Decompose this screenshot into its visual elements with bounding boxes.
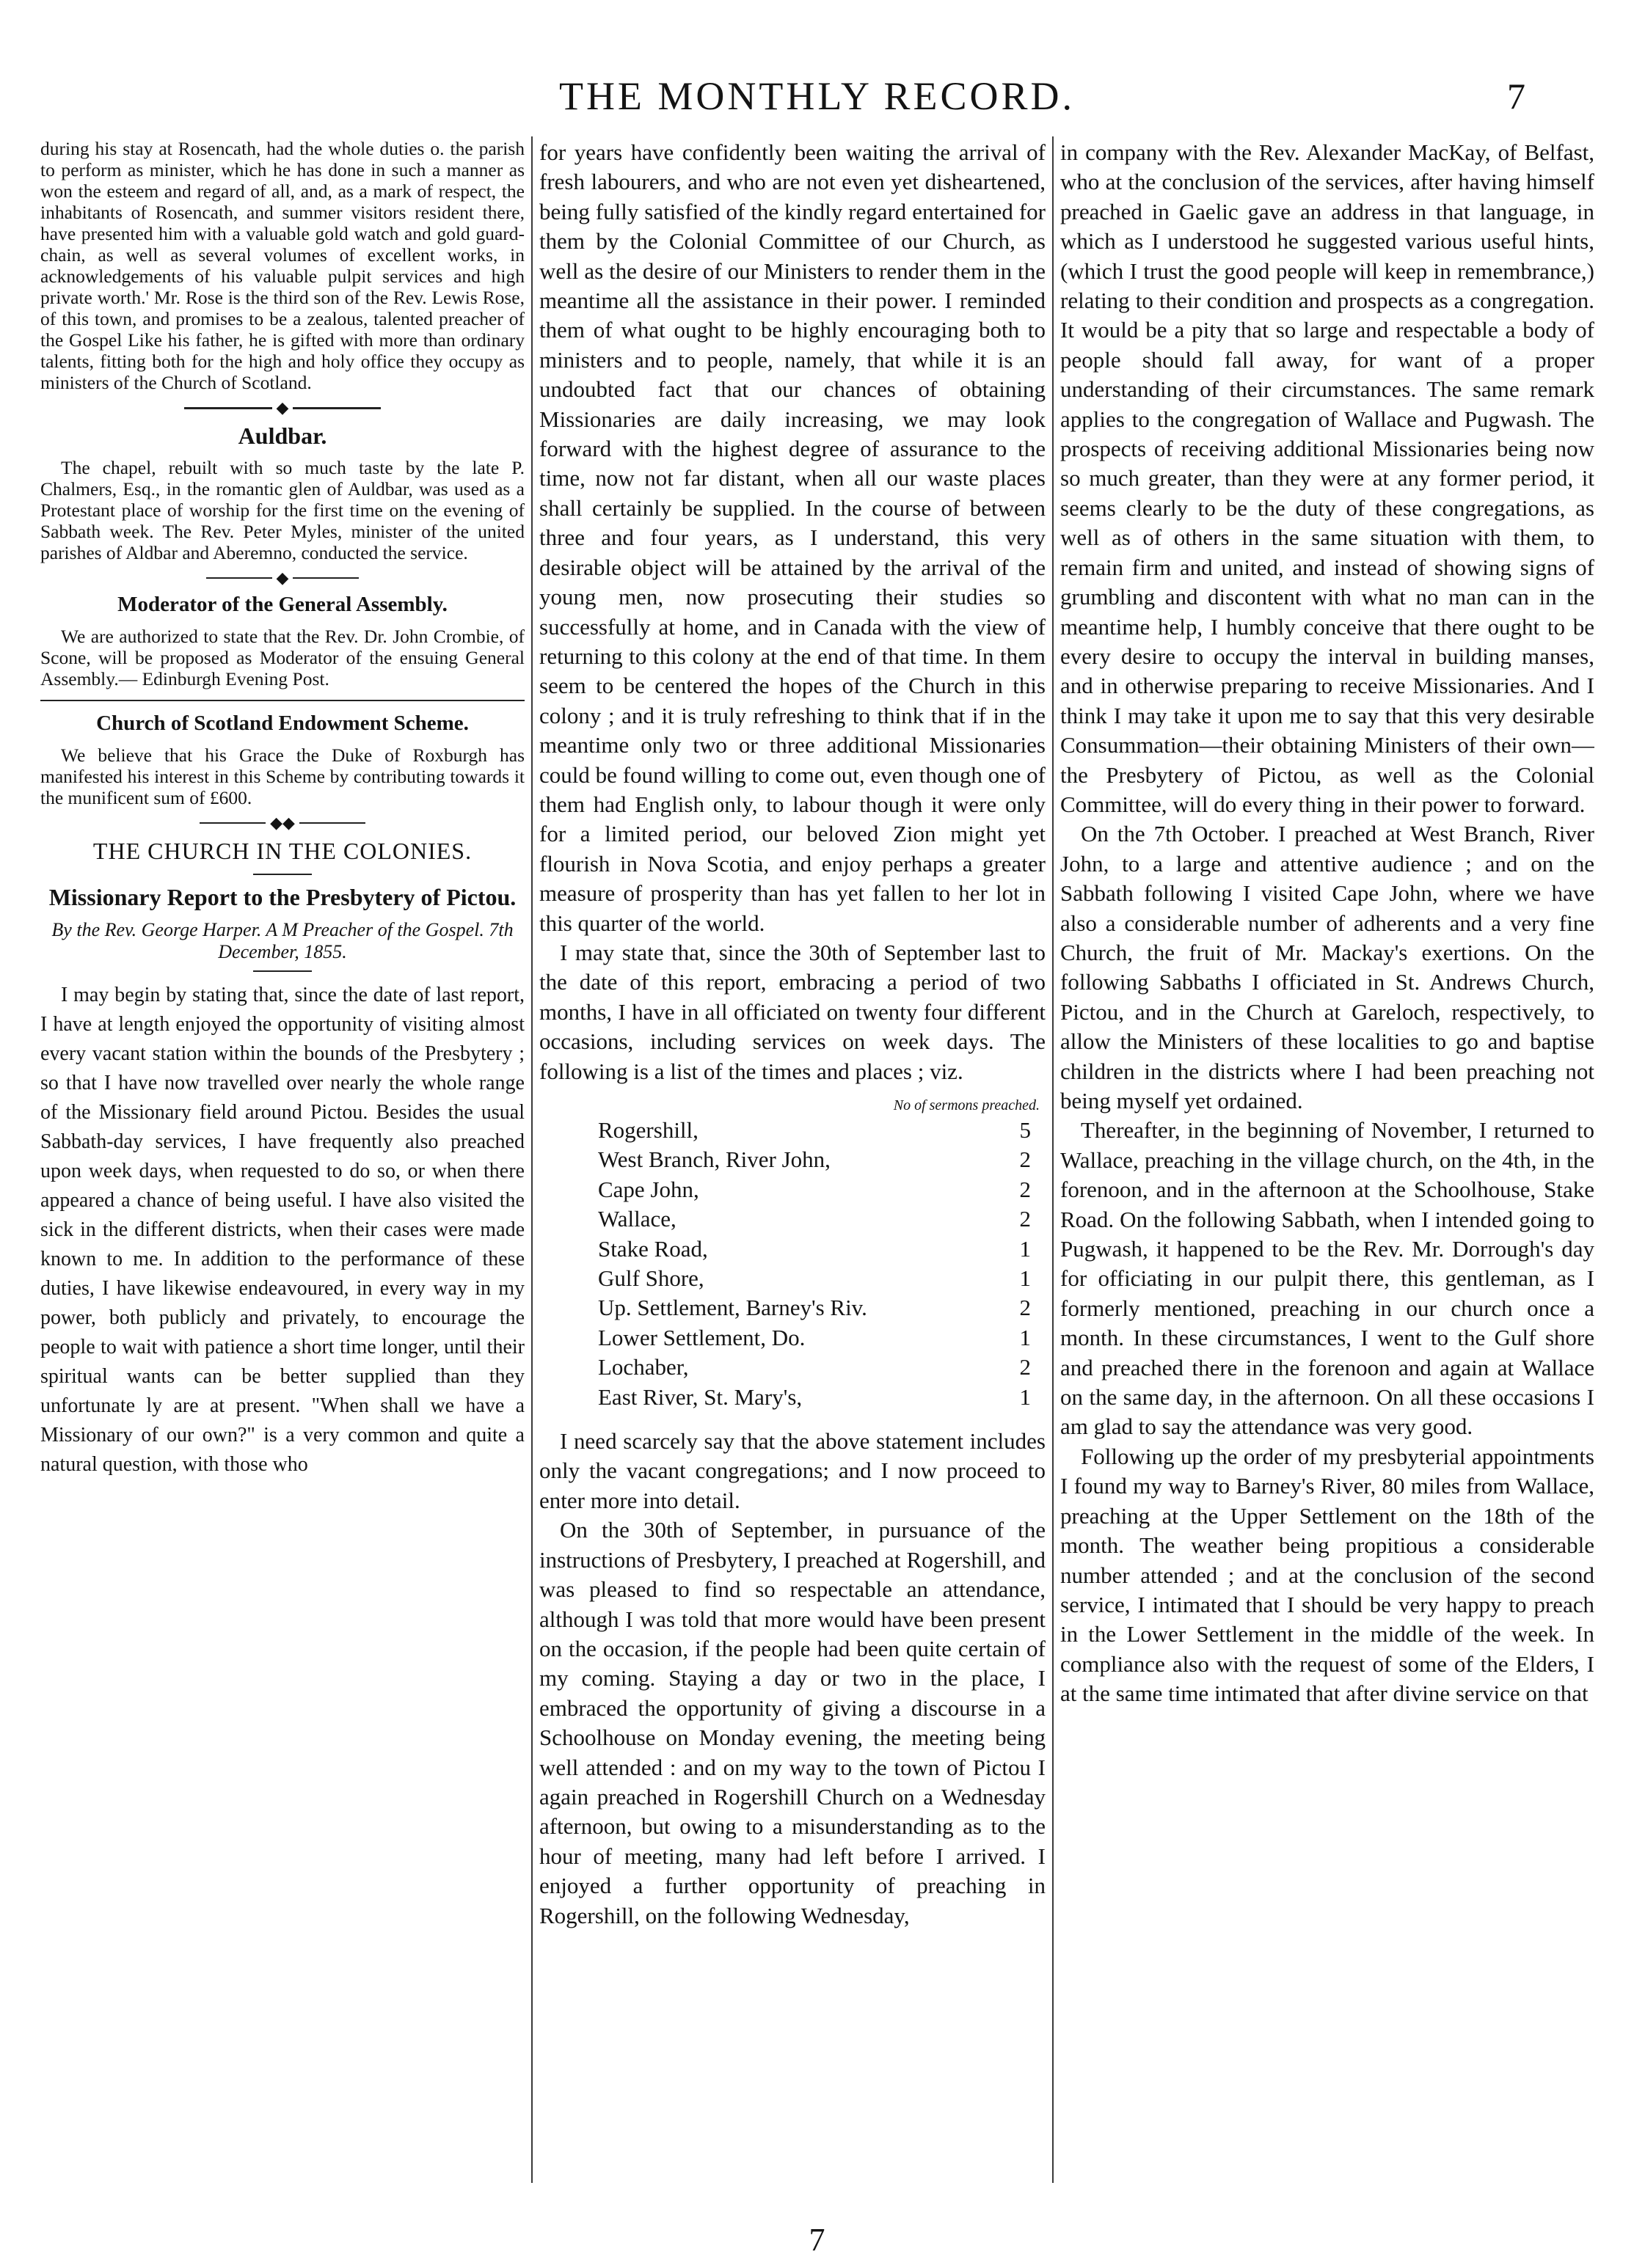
article-moderator-paragraph: We are authorized to state that the Rev. Dr. John Crombie, of Scone, will be proposed as Moderator of the ensuing General Assembly.— Edinburgh Evening Post. [40,626,525,689]
page-header [0,70,1634,122]
sermons-row [598,1116,1031,1145]
diamond-ornament-icon: ◆ [276,568,289,587]
report-paragraph-continued: for years have confidently been waiting the arrival of fresh labourers, and who are not even yet disheartened, being fully satisfied of the kindly regard entertained for them by the Colonial Committee of our Church, as well as the desire of our Ministers to render them in the meantime all the assistance in their power. I reminded them of what ought to be highly encouraging both to ministers and to people, namely, that while it is an undoubted fact that our chances of obtaining Missionaries are daily increasing, we may look forward with the highest degree of assurance to the time, now not far distant, when all our waste places shall certainly be supplied. In the course of between three and four years, as I understand, this very desirable object will be attained by the arrival of the young men, now prosecuting their studies so successfully at home, and in Canada with the view of returning to this colony at the end of that time. In them seem to be centered the hopes of the Church in this colony ; and it is truly refreshing to think that if in the meantime only two or three additional Missionaries could be found willing to come out, even though one of them had English only, to labour though it were only for a limited period, our beloved Zion might yet flourish in Nova Scotia, and enjoy perhaps a greater measure of prosperity than has yet fallen to her lot in this quarter of the world. [539,139,1046,936]
report-paragraph: On the 30th of September, in pursuance of the instructions of Presbytery, I preached at Rogershill, and was pleased to find so respectable an attendance, although I was told that more would have been present on the occasion, if the people had been quite certain of my coming. Staying a day or two in the place, I embraced the opportunity of giving a discourse in a Schoolhouse on Monday evening, the meeting being well attended : and on my way to the town of Pictou I again preached in Rogershill Church on a Wednesday afternoon, but owing to a misunderstanding as to the hour of meeting, many had left before I arrived. I enjoyed a further opportunity of preaching in Rogershill, on the following Wednesday, [539,1517,1046,1928]
sermons-row [598,1293,1031,1323]
divider-line [184,407,272,409]
sermon-count: 1 [1019,1383,1031,1410]
sermon-place: East River, St. Mary's, [598,1383,803,1410]
report-body [40,981,525,1479]
signature-mark: 7 [809,2222,825,2258]
sermons-row [598,1353,1031,1382]
sermon-count: 2 [1019,1176,1031,1202]
sermons-row [598,1323,1031,1353]
sermon-place: Lower Settlement, Do. [598,1324,806,1350]
sermon-place: Rogershill, [598,1117,699,1143]
divider-line [293,407,381,409]
diamond-ornament-icon: ◆◆ [270,813,295,832]
sermon-count: 5 [1019,1117,1031,1143]
article-endowment-paragraph: We believe that his Grace the Duke of Roxburgh has manifested his interest in this Scheme by contributing towards it the munificent sum of £600. [40,745,525,808]
section-divider [40,808,525,838]
section-divider [40,563,525,593]
column-rule-1 [531,136,533,2183]
masthead-title: THE MONTHLY RECORD. [558,74,1076,118]
sermons-row [598,1383,1031,1412]
sermons-row [598,1175,1031,1204]
column-3 [1060,138,1594,2184]
sermon-count: 2 [1019,1206,1031,1232]
sermon-place: Gulf Shore, [598,1265,704,1292]
sermons-row [598,1234,1031,1264]
report-paragraph: I need scarcely say that the above statement includes only the vacant congregations; and I now proceed to enter more into detail. [539,1428,1046,1513]
report-paragraph: On the 7th October. I preached at West Branch, River John, to a large and attentive audience ; and on the Sabbath following I visited Cape John, where we have also a considerable number of adherents and a very fine Church, the fruit of Mr. Mackay's exertions. On the following Sabbaths I officiated in St. Andrews Church, Pictou, and in the Church at Gareloch, respectively, to allow the Ministers of these localities to go and baptise children in the districts where I had been preaching not being myself yet ordained. [1060,821,1594,1113]
report-paragraph-continued: in company with the Rev. Alexander MacKay, of Belfast, who at the conclusion of the services, after having himself preached in Gaelic gave an address in that language, in which as I understood he suggested various useful hints, (which I trust the good people will keep in remembrance,) relating to their condition and prospects as a congregation. It would be a pity that so large and respectable a body of people should fall away, for want of a proper understanding of their circumstances. The same remark applies to the congregation of Wallace and Pugwash. The prospects of receiving additional Missionaries being now so much greater, than they were at any former period, it seems clearly to be the duty of these congregations, as well as of others in the same situation with them, to remain firm and united, and instead of showing signs of grumbling and discontent with what no man can in the meantime help, I humbly conceive that there ought to be every desire to occupy the interval in building manses, and in otherwise preparing to receive Missionaries. And I think I may take it upon me to say that this very desirable Consummation—their obtaining Ministers of their own—the Presbytery of Pictou, as well as the Colonial Committee, will do every thing in their power to forward. [1060,139,1594,817]
sermon-place: Lochaber, [598,1354,689,1380]
sermon-place: Stake Road, [598,1235,708,1262]
sermon-place: Cape John, [598,1176,699,1202]
sermon-place: West Branch, River John, [598,1146,831,1173]
column-2 [539,138,1046,2184]
article-rosneath-paragraph: during his stay at Rosencath, had the whole duties o. the parish to perform as minister, which he has done in such a manner as won the esteem and regard of all, and, as a mark of respect, the inhabitants of Rosencath, and summer visitors resident there, have presented him with a valuable gold watch and gold guard-chain, as well as several volumes of excellent works, in acknowledgements of his valuable pulpit services and high private worth.' Mr. Rose is the third son of the Rev. Lewis Rose, of this town, and promises to be a zealous, talented preacher of the Gospel Like his father, he is gifted with more than ordinary talents, fitting both for the high and holy office they occupy as ministers of the Church of Scotland. [40,138,525,393]
divider-line [293,577,359,579]
sermon-count: 2 [1019,1295,1031,1321]
heading-moderator: Moderator of the General Assembly. [117,593,448,616]
divider-line [206,577,272,579]
sermon-place: Wallace, [598,1206,676,1232]
page-number: 7 [1507,76,1525,117]
heading-endowment-scheme: Church of Scotland Endowment Scheme. [96,712,469,735]
heading-church-in-colonies: THE CHURCH IN THE COLONIES. [92,838,473,864]
sermons-table [598,1116,1031,1412]
sermon-count: 1 [1019,1324,1031,1350]
report-paragraph: I may state that, since the 30th of September last to the date of this report, embracing a period of two months, I have in all officiated on twenty four different occasions, including services on week days. The following is a list of the times and places ; viz. [539,939,1046,1084]
sermons-list [539,1095,1046,1412]
heading-auldbar: Auldbar. [238,422,327,449]
report-paragraph: Thereafter, in the beginning of November, I returned to Wallace, preaching in the village church, on the 4th, in the forenoon, and in the afternoon at the Schoolhouse, Stake Road. On the following Sabbath, when I intended going to Pugwash, it happened to be the Rev. Mr. Dorrough's day for officiating in our pulpit there, this gentleman, as I formerly mentioned, preaching in our church once a month. In these circumstances, I went to the Gulf shore and preached there in the forenoon and again at Wallace on the same day, in the afternoon. On all these occasions I am glad to say the attendance was very good. [1060,1117,1594,1440]
sermons-row [598,1264,1031,1293]
report-paragraph: I may begin by stating that, since the date of last report, I have at length enjoyed the opportunity of visiting almost every vacant station within the bounds of the Presbytery ; so that I have now travelled over nearly the whole range of the Missionary field around Pictou. Besides the usual Sabbath-day services, I have frequently also preached upon week days, when requested to do so, or when there appeared a chance of being useful. I have also visited the sick in the different districts, when their cases were made known to me. In addition to the performance of these duties, I have likewise endeavoured, in every way in my power, both publicly and privately, to encourage the people to wait with patience a short time longer, until their spiritual wants can be better supplied than they unfortunate ly are at present. "When shall we have a Missionary of our own?" is a very common and quite a natural question, with those who [40,984,525,1476]
sermons-list-header: No of sermons preached. [893,1097,1040,1113]
sermon-place: Up. Settlement, Barney's Riv. [598,1295,867,1321]
sermon-count: 1 [1019,1235,1031,1262]
sermon-count: 1 [1019,1265,1031,1292]
column-1 [40,138,525,2184]
report-byline: By the Rev. George Harper. A M Preacher of the Gospel. 7th December, 1855. [51,919,514,962]
column-rule-2 [1052,136,1054,2183]
article-auldbar-paragraph: The chapel, rebuilt with so much taste by the late P. Chalmers, Esq., in the romantic glen of Auldbar, was used as a Protestant place of worship for the first time on the evening of Sabbath week. The Rev. Peter Myles, minister of the united parishes of Aldbar and Aberemno, conducted the service. [40,457,525,563]
divider-line [299,822,365,824]
short-rule [253,970,312,972]
short-rule [253,874,312,875]
section-divider [40,393,525,422]
divider-line [200,822,266,824]
report-paragraph: Following up the order of my presbyterial appointments I found my way to Barney's River, 80 miles from Wallace, preaching at the Upper Settlement on the 18th of the month. The weather being propitious a considerable number attended ; and at the conclusion of the second service, I intimated that I should be very happy to preach in the Lower Settlement in the middle of the week. In compliance also with the request of some of the Elders, I at the same time intimated that after divine service on that [1060,1443,1594,1707]
sermons-row [598,1145,1031,1174]
sermon-count: 2 [1019,1354,1031,1380]
heading-missionary-report: Missionary Report to the Presbytery of Pictou. [48,884,517,910]
diamond-ornament-icon: ◆ [276,398,289,417]
sermons-row [598,1204,1031,1234]
section-divider [40,700,525,701]
sermon-count: 2 [1019,1146,1031,1173]
